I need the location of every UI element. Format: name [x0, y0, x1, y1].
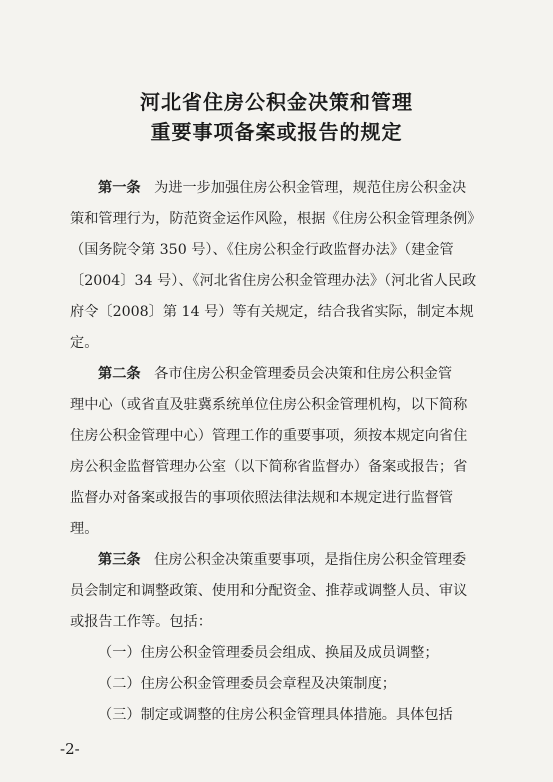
article2-text: 各市住房公积金管理委员会决策和住房公积金管 — [154, 366, 453, 382]
article2-line: 理。 — [70, 521, 99, 537]
article2-label: 第二条 — [98, 366, 141, 382]
article1-line: 策和管理行为，防范资金运作风险，根据《住房公积金管理条例》 — [70, 211, 482, 227]
article1-label: 第一条 — [98, 180, 141, 196]
article1-line: （国务院令第 350 号）、《住房公积金行政监督办法》（建金管 — [70, 242, 454, 258]
article2-line: 房公积金监督管理办公室（以下简称省监督办）备案或报告；省 — [70, 459, 468, 475]
article2-line: 监督办对备案或报告的事项依照法律法规和本规定进行监督管 — [70, 490, 454, 506]
page-number: -2- — [60, 740, 80, 758]
article2-line: 住房公积金管理中心）管理工作的重要事项，须按本规定向省住 — [70, 428, 468, 444]
article2-line — [98, 364, 490, 384]
article2-line: 理中心（或省直及驻冀系统单位住房公积金管理机构，以下简称 — [70, 397, 468, 413]
document-title-line1: 河北省住房公积金决策和管理 — [140, 90, 413, 114]
article1-line — [98, 178, 490, 198]
article3-text: 住房公积金决策重要事项，是指住房公积金管理委 — [154, 552, 467, 568]
document-title-line2: 重要事项备案或报告的规定 — [150, 120, 403, 144]
article1-text: 为进一步加强住房公积金管理，规范住房公积金决 — [154, 180, 467, 196]
article3-line: 或报告工作等。包括： — [70, 614, 212, 630]
article3-line — [98, 550, 490, 570]
article3-label: 第三条 — [98, 552, 141, 568]
list-item: （三）制定或调整的住房公积金管理具体措施。具体包括 — [98, 707, 453, 723]
article1-line: 府令〔2008〕第 14 号）等有关规定，结合我省实际，制定本规 — [70, 304, 474, 320]
article3-line: 员会制定和调整政策、使用和分配资金、推荐或调整人员、审议 — [70, 583, 468, 599]
article1-line: 定。 — [70, 335, 99, 351]
list-item: （二）住房公积金管理委员会章程及决策制度； — [98, 676, 396, 692]
article1-line: 〔2004〕34 号）、《河北省住房公积金管理办法》（河北省人民政 — [70, 273, 477, 289]
list-item: （一）住房公积金管理委员会组成、换届及成员调整； — [98, 645, 439, 661]
